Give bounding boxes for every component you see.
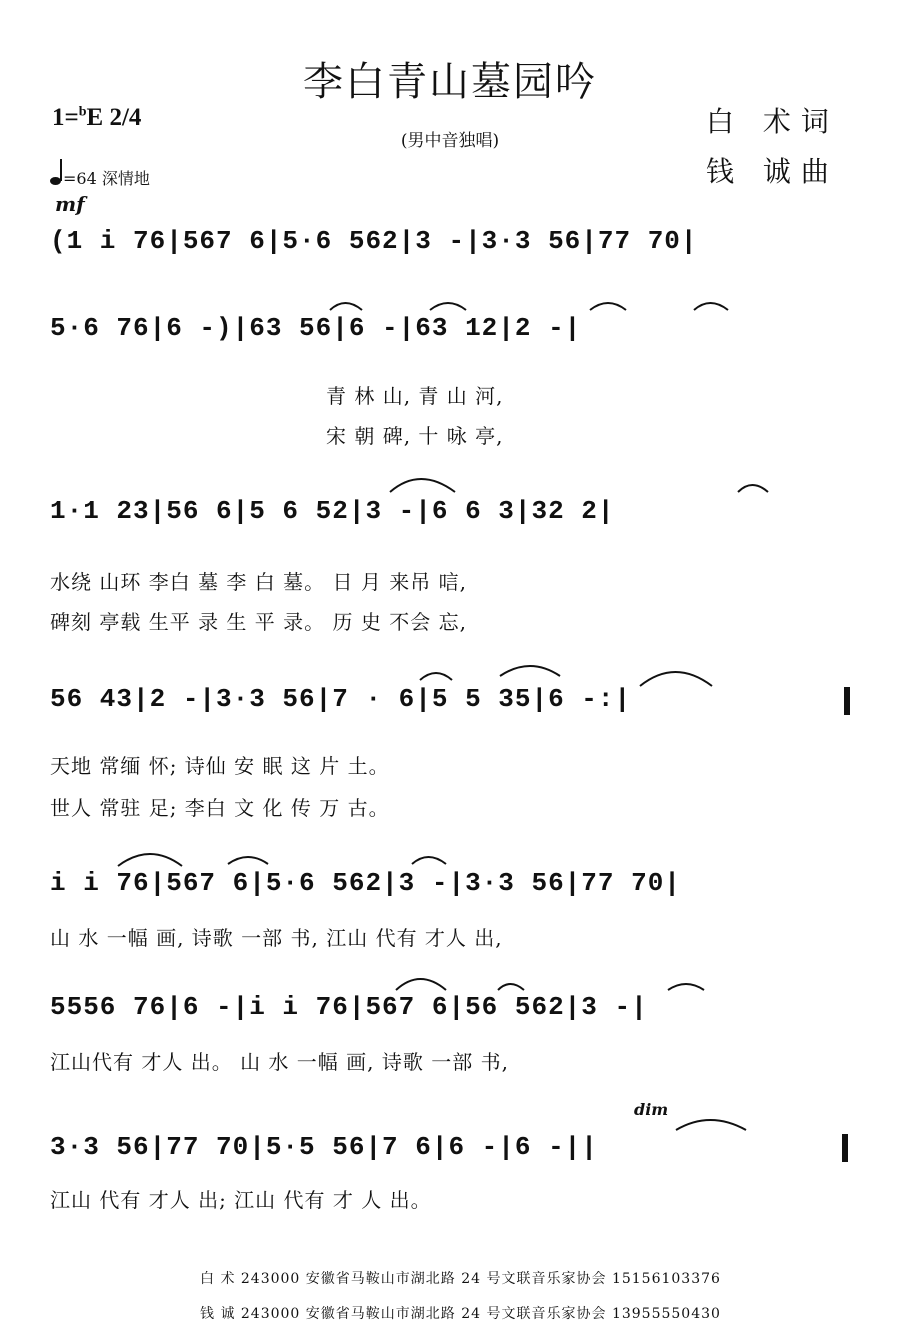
slur-mark [412, 857, 446, 864]
lyric-line-1-verse2: 宋 朝 碑, 十 咏 亭, [326, 424, 504, 448]
slur-mark [590, 303, 626, 310]
slur-mark [694, 303, 728, 310]
composer-credit: 钱 诚曲 [706, 155, 839, 188]
lyric-line-2-verse1: 水绕 山环 李白 墓 李 白 墓。 日 月 来吊 唁, [50, 570, 467, 594]
slur-mark [228, 857, 268, 864]
contact-lyricist: 白 术 243000 安徽省马鞍山市湖北路 24 号文联音乐家协会 15156103376 [200, 1271, 721, 1287]
slur-mark [676, 1120, 746, 1130]
slur-mark [668, 984, 704, 990]
score-line-5: i i 76|567 6|5·6 562|3 -|3·3 56|77 70| [50, 868, 681, 898]
score-line-4: 56 43|2 -|3·3 56|7 · 6|5 5 35|6 -:| [50, 684, 632, 714]
lyric-line-2-verse2: 碑刻 亭载 生平 录 生 平 录。 历 史 不会 忘, [50, 610, 467, 634]
lyric-line-4-verse1: 山 水 一幅 画, 诗歌 一部 书, 江山 代有 才人 出, [50, 926, 503, 950]
slur-mark [390, 479, 455, 492]
key-flat: b [78, 104, 87, 120]
lyric-line-5-verse1: 江山代有 才人 出。 山 水 一幅 画, 诗歌 一部 书, [50, 1050, 509, 1074]
score-line-6: 5556 76|6 -|i i 76|567 6|56 562|3 -| [50, 992, 648, 1022]
lyric-line-6-verse1: 江山 代有 才人 出; 江山 代有 才 人 出。 [50, 1188, 432, 1212]
song-title: 李白青山墓园吟 [303, 59, 597, 105]
score-line-1: (1 i 76|567 6|5·6 562|3 -|3·3 56|77 70| [50, 226, 698, 256]
slur-mark [396, 979, 446, 990]
lyricist-credit: 白 术词 [706, 105, 839, 138]
slur-mark [420, 673, 452, 680]
dim-marking: dim [634, 1100, 669, 1119]
lyric-line-3-verse1: 天地 常缅 怀; 诗仙 安 眠 这 片 土。 [50, 754, 390, 778]
slur-mark [498, 984, 524, 990]
dynamic-marking: mf [55, 192, 85, 216]
slur-mark [118, 854, 182, 866]
key-meter: E 2/4 [86, 104, 142, 131]
contact-composer: 钱 诚 243000 安徽省马鞍山市湖北路 24 号文联音乐家协会 13955550430 [200, 1306, 721, 1322]
key-prefix: 1= [52, 104, 79, 131]
voice-subtitle: (男中音独唱) [400, 131, 500, 151]
slur-mark [500, 666, 560, 676]
score-line-3: 1·1 23|56 6|5 6 52|3 -|6 6 3|32 2| [50, 496, 615, 526]
score-line-2: 5·6 76|6 -)|63 56|6 -|63 12|2 -| [50, 313, 582, 343]
slur-mark [640, 672, 712, 686]
score-line-7: 3·3 56|77 70|5·5 56|7 6|6 -|6 -|| [50, 1132, 598, 1162]
lyric-line-3-verse2: 世人 常驻 足; 李白 文 化 传 万 古。 [50, 796, 390, 820]
slur-mark [430, 303, 466, 310]
lyric-line-1-verse1: 青 林 山, 青 山 河, [326, 384, 504, 408]
slur-mark [330, 303, 362, 310]
slur-mark [738, 485, 768, 492]
tempo-text: =64 深情地 [63, 169, 150, 188]
